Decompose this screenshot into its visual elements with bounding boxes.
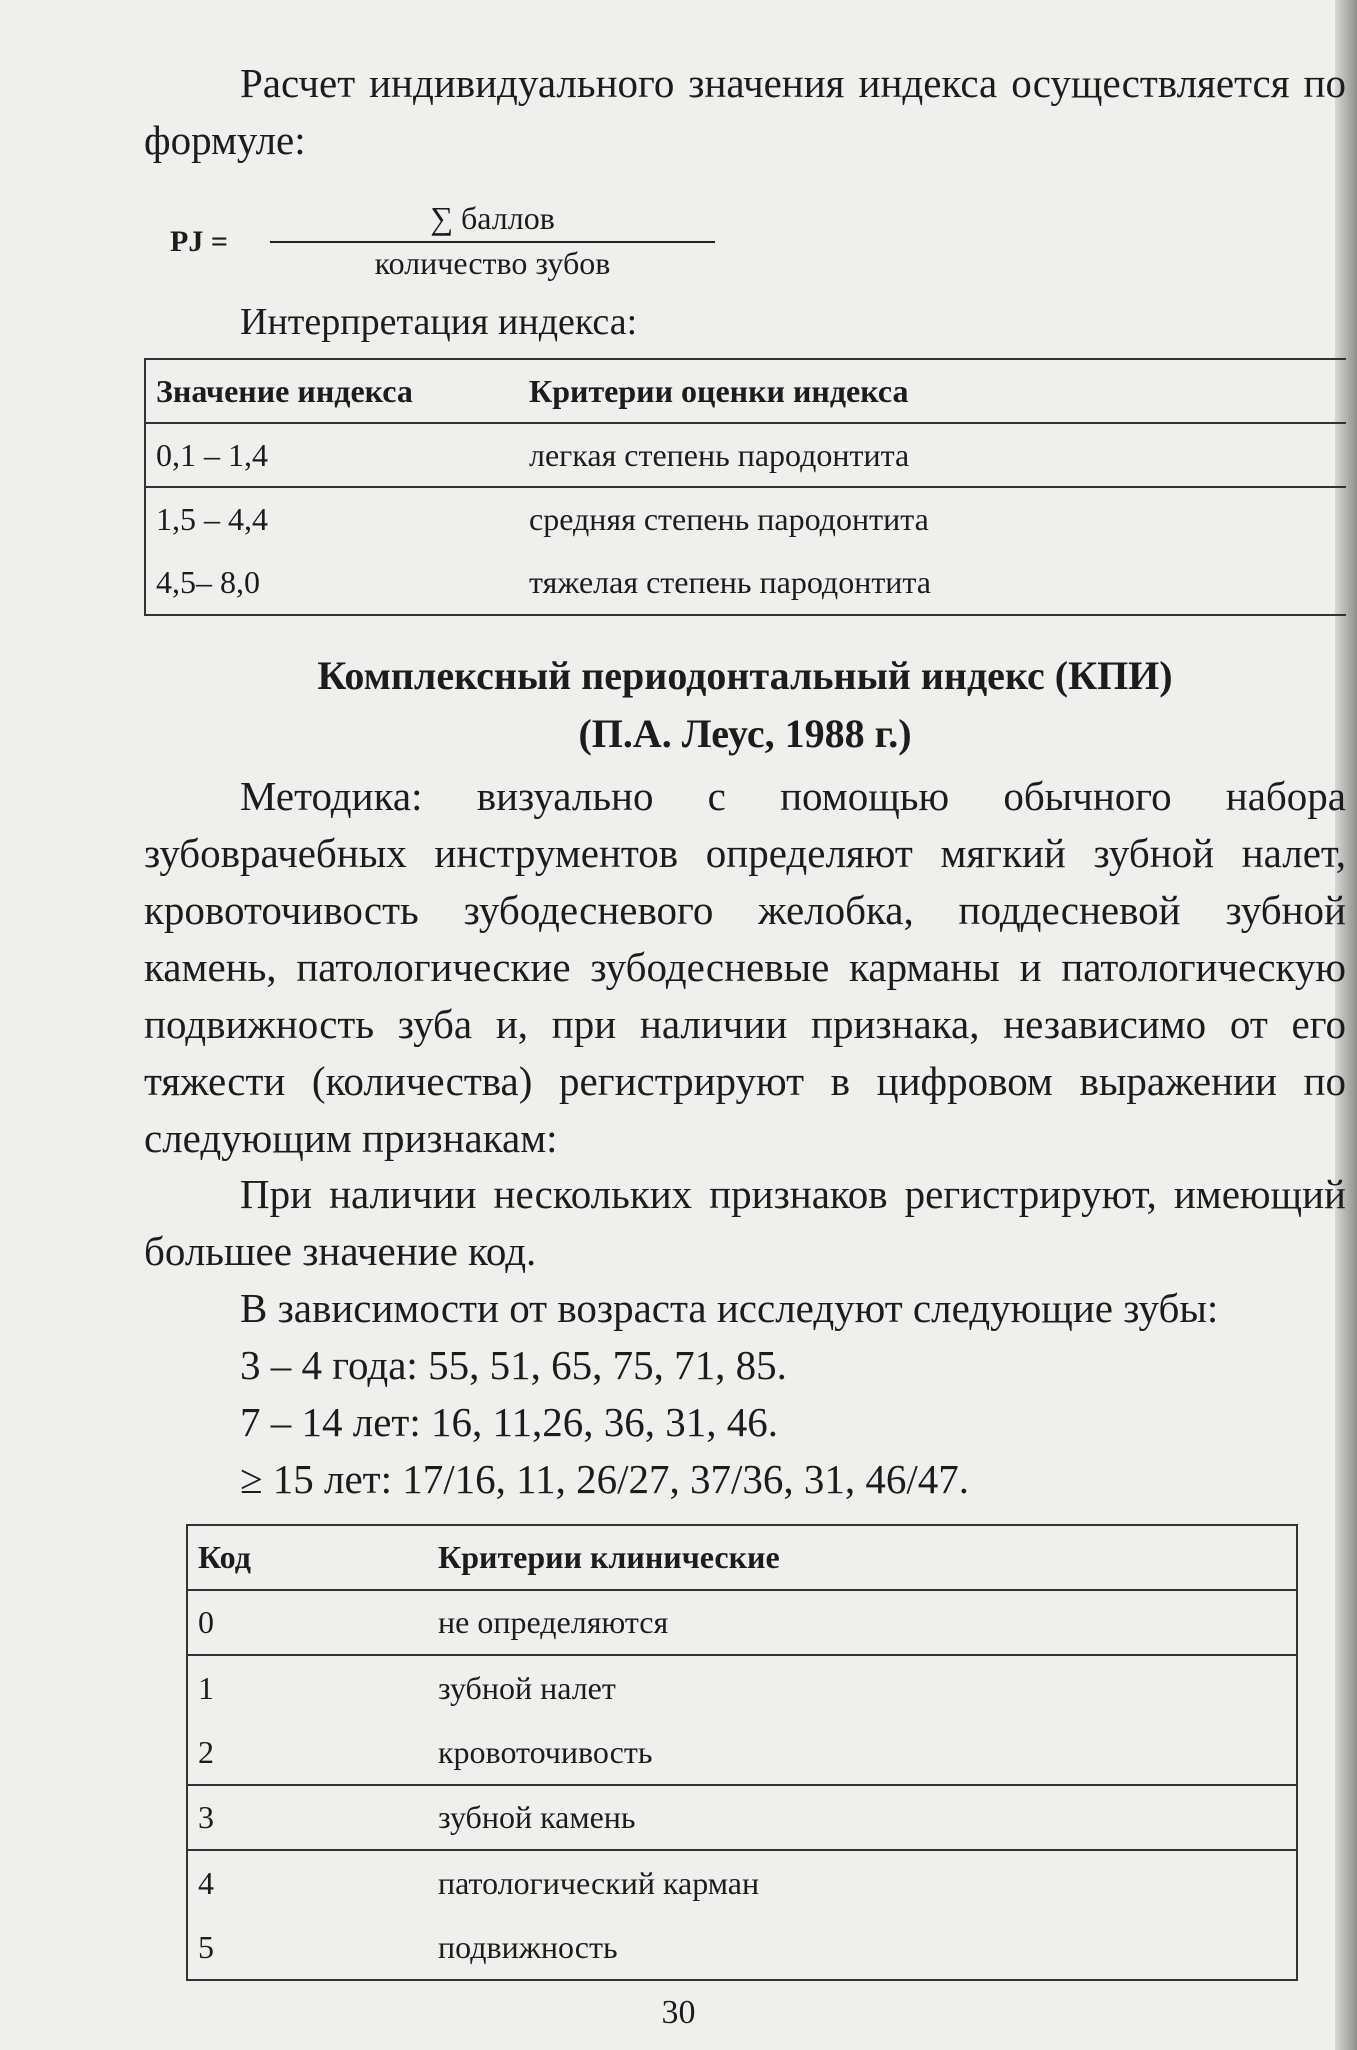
table-row bbox=[187, 1850, 1297, 1915]
age-intro: В зависимости от возраста исследуют следующие зубы: bbox=[240, 1285, 1219, 1331]
table-header-row bbox=[187, 1525, 1297, 1590]
age-line: 7 – 14 лет: 16, 11,26, 36, 31, 46. bbox=[240, 1399, 778, 1445]
table-cell: кровоточивость bbox=[438, 1733, 653, 1770]
column-header: Критерии клинические bbox=[438, 1539, 780, 1575]
age-line: 3 – 4 года: 55, 51, 65, 75, 71, 85. bbox=[240, 1342, 787, 1388]
table-cell: средняя степень пародонтита bbox=[529, 501, 929, 537]
column-header: Код bbox=[198, 1539, 251, 1575]
age-line: ≥ 15 лет: 17/16, 11, 26/27, 37/36, 31, 46/47. bbox=[240, 1456, 970, 1502]
column-header: Значение индекса bbox=[156, 372, 413, 409]
table-row bbox=[145, 423, 1346, 487]
table-cell: 1,5 – 4,4 bbox=[156, 501, 268, 537]
table-row bbox=[187, 1655, 1297, 1720]
table-cell: подвижность bbox=[438, 1928, 618, 1965]
table-row bbox=[187, 1590, 1297, 1655]
code-criteria-table bbox=[186, 1524, 1298, 1981]
table-row bbox=[187, 1785, 1297, 1850]
table-cell: не определяются bbox=[438, 1604, 669, 1640]
formula-denominator: количество зубов bbox=[374, 245, 611, 281]
formula-numerator: ∑ баллов bbox=[430, 200, 555, 236]
table-cell: тяжелая степень пародонтита bbox=[529, 564, 931, 600]
table-cell: зубной камень bbox=[438, 1799, 636, 1835]
table-row bbox=[145, 551, 1346, 615]
table-cell: 4,5– 8,0 bbox=[156, 564, 260, 600]
formula-lhs: PJ = bbox=[170, 225, 228, 258]
table-cell: 3 bbox=[198, 1799, 214, 1835]
table-cell: 0,1 – 1,4 bbox=[156, 436, 268, 473]
paragraph-method: Методика: визуально с помощью обычного набора зубоврачебных инструментов определяют мягкий зубной налет, кровоточивость зубодесневого желобка, поддесневой зубной камень, патологические зубодесневые карманы и патологическую подвижность зуба и, при наличии признака, независимо от его тяжести (количества) регистрируют в цифровом выражении по следующим признакам: bbox=[144, 773, 1346, 1161]
interpretation-label: Интерпретация индекса: bbox=[240, 301, 638, 343]
table-cell: 1 bbox=[198, 1669, 214, 1706]
section-subheading: (П.А. Леус, 1988 г.) bbox=[578, 711, 912, 756]
section-heading: Комплексный периодонтальный индекс (КПИ) bbox=[317, 653, 1173, 698]
table-row bbox=[145, 487, 1346, 551]
column-header: Критерии оценки индекса bbox=[529, 372, 909, 409]
fraction-bar bbox=[270, 241, 715, 243]
paragraph-calculation: Расчет индивидуального значения индекса осуществляется по формуле: bbox=[144, 60, 1346, 163]
table-cell: зубной налет bbox=[438, 1669, 616, 1706]
table-cell: 2 bbox=[198, 1733, 214, 1770]
table-cell: патологический карман bbox=[438, 1864, 760, 1901]
interpretation-table bbox=[144, 358, 1346, 616]
paragraph-multiple-signs: При наличии нескольких признаков регистрируют, имеющий большее значение код. bbox=[144, 1171, 1346, 1274]
table-header-row bbox=[145, 359, 1346, 423]
index-formula bbox=[170, 200, 611, 292]
table-cell: 4 bbox=[198, 1864, 214, 1901]
table-cell: 0 bbox=[198, 1604, 214, 1640]
page-number: 30 bbox=[661, 1994, 696, 2031]
table-row bbox=[187, 1915, 1297, 1980]
table-cell: легкая степень пародонтита bbox=[529, 436, 910, 473]
table-row bbox=[187, 1720, 1297, 1785]
table-cell: 5 bbox=[198, 1928, 214, 1965]
